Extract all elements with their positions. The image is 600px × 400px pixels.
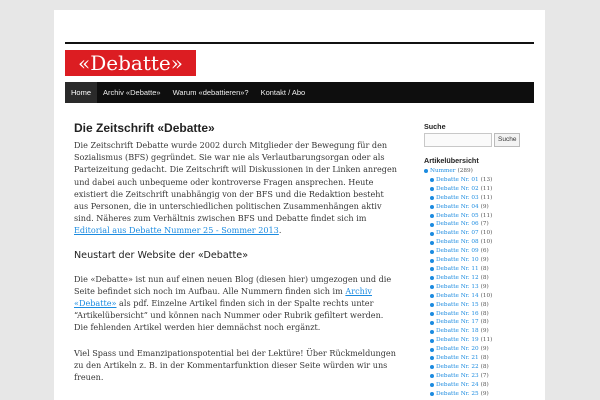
issue-link[interactable]: Debatte Nr. 16 bbox=[436, 310, 479, 317]
bullet-icon bbox=[430, 383, 434, 387]
issue-count: (9) bbox=[480, 203, 489, 210]
issue-link[interactable]: Debatte Nr. 08 bbox=[436, 239, 479, 246]
list-item bbox=[424, 274, 534, 283]
issue-count: (7) bbox=[480, 372, 489, 379]
list-item bbox=[424, 185, 534, 194]
category-root-count: (289) bbox=[457, 168, 473, 174]
bullet-icon bbox=[430, 356, 434, 360]
issue-link[interactable]: Debatte Nr. 19 bbox=[436, 337, 479, 344]
nav-item-warum[interactable]: Warum «debattieren»? bbox=[172, 88, 249, 97]
bullet-icon bbox=[430, 339, 434, 343]
archiv-link[interactable]: Archiv «Debatte» bbox=[74, 285, 372, 309]
issue-link[interactable]: Debatte Nr. 21 bbox=[436, 355, 479, 362]
page-title: Die Zeitschrift «Debatte» bbox=[74, 121, 215, 135]
list-item bbox=[424, 336, 534, 345]
relaunch-paragraph bbox=[74, 273, 399, 334]
list-item bbox=[424, 229, 534, 238]
closing-paragraph: Viel Spass und Emanzipationspotential bei der Lektüre! Über Rückmeldungen zu den Artikeln z. B. in der Kommentarfunktion dieser Seite würden wir uns freuen. bbox=[74, 347, 396, 383]
issue-link[interactable]: Debatte Nr. 10 bbox=[436, 257, 479, 264]
issue-link[interactable]: Debatte Nr. 07 bbox=[436, 230, 479, 237]
list-item bbox=[424, 194, 534, 203]
list-item bbox=[424, 176, 534, 185]
issue-count: (8) bbox=[480, 381, 489, 388]
intro-paragraph bbox=[74, 139, 399, 237]
issue-count: (10) bbox=[480, 230, 493, 237]
relaunch-end: als pdf. Einzelne Artikel finden sich in der Spalte rechts unter “Artikelübersicht” und können nach Nummer oder Rubrik gefiltert werden. Die fehlenden Artikel werden hier demnächst noch ergänzt. bbox=[74, 298, 384, 333]
list-item bbox=[424, 363, 534, 372]
bullet-icon bbox=[430, 223, 434, 227]
list-item bbox=[424, 310, 534, 319]
list-item bbox=[424, 220, 534, 229]
sidebar bbox=[424, 122, 534, 399]
list-item bbox=[424, 292, 534, 301]
issue-count: (8) bbox=[480, 310, 489, 317]
issue-link[interactable]: Debatte Nr. 09 bbox=[436, 248, 479, 255]
issue-count: (9) bbox=[480, 390, 489, 397]
issue-count: (9) bbox=[480, 328, 489, 335]
editorial-link[interactable]: Editorial aus Debatte Nummer 25 - Sommer 2013 bbox=[74, 225, 279, 236]
issue-count: (8) bbox=[480, 265, 489, 272]
issue-count: (9) bbox=[480, 346, 489, 353]
bullet-icon bbox=[430, 214, 434, 218]
issue-link[interactable]: Debatte Nr. 04 bbox=[436, 203, 479, 210]
main-content bbox=[74, 120, 399, 396]
list-item bbox=[424, 372, 534, 381]
issue-count: (10) bbox=[480, 239, 493, 246]
issue-link[interactable]: Debatte Nr. 02 bbox=[436, 185, 479, 192]
bullet-icon bbox=[430, 312, 434, 316]
issue-link[interactable]: Debatte Nr. 06 bbox=[436, 221, 479, 228]
header-rule bbox=[65, 42, 534, 44]
bullet-icon bbox=[430, 392, 434, 396]
issue-link[interactable]: Debatte Nr. 23 bbox=[436, 372, 479, 379]
list-item bbox=[424, 390, 534, 399]
issue-count: (8) bbox=[480, 301, 489, 308]
list-item bbox=[424, 345, 534, 354]
bullet-icon bbox=[430, 232, 434, 236]
issue-link[interactable]: Debatte Nr. 14 bbox=[436, 292, 479, 299]
list-item bbox=[424, 354, 534, 363]
issue-count: (10) bbox=[480, 292, 493, 299]
nav-item-archiv[interactable]: Archiv «Debatte» bbox=[103, 88, 161, 97]
main-nav bbox=[65, 82, 534, 103]
bullet-icon bbox=[430, 276, 434, 280]
issue-link[interactable]: Debatte Nr. 11 bbox=[436, 265, 479, 272]
bullet-icon bbox=[430, 285, 434, 289]
list-item bbox=[424, 238, 534, 247]
issue-link[interactable]: Debatte Nr. 15 bbox=[436, 301, 479, 308]
bullet-icon bbox=[430, 250, 434, 254]
issue-link[interactable]: Debatte Nr. 25 bbox=[436, 390, 479, 397]
issue-link[interactable]: Debatte Nr. 05 bbox=[436, 212, 479, 219]
list-item bbox=[424, 327, 534, 336]
site-logo-text: «Debatte» bbox=[78, 51, 183, 75]
search-input[interactable] bbox=[424, 133, 492, 147]
bullet-icon bbox=[430, 374, 434, 378]
issue-count: (9) bbox=[480, 257, 489, 264]
bullet-icon bbox=[430, 303, 434, 307]
issue-count: (11) bbox=[480, 337, 493, 344]
list-item bbox=[424, 203, 534, 212]
issue-link[interactable]: Debatte Nr. 03 bbox=[436, 194, 479, 201]
page bbox=[54, 10, 545, 400]
category-tree bbox=[424, 167, 534, 399]
bullet-icon bbox=[430, 267, 434, 271]
issue-link[interactable]: Debatte Nr. 22 bbox=[436, 363, 479, 370]
issue-count: (11) bbox=[480, 185, 493, 192]
issue-count: (6) bbox=[480, 248, 489, 255]
list-item bbox=[424, 256, 534, 265]
search-button[interactable]: Suche bbox=[494, 133, 520, 147]
issue-link[interactable]: Debatte Nr. 13 bbox=[436, 283, 479, 290]
issue-count: (8) bbox=[480, 319, 489, 326]
issue-count: (9) bbox=[480, 283, 489, 290]
issue-link[interactable]: Debatte Nr. 20 bbox=[436, 346, 479, 353]
issue-link[interactable]: Debatte Nr. 18 bbox=[436, 328, 479, 335]
bullet-icon bbox=[430, 294, 434, 298]
bullet-icon bbox=[430, 330, 434, 334]
relaunch-text: Die «Debatte» ist nun auf einen neuen Blog (diesen hier) umgezogen und die Seite befindet sich noch im Aufbau. Alle Nummern finden sich im bbox=[74, 273, 392, 296]
issue-link[interactable]: Debatte Nr. 01 bbox=[436, 176, 479, 183]
bullet-icon bbox=[430, 348, 434, 352]
section-heading: Neustart der Website der «Debatte» bbox=[74, 249, 249, 261]
issue-link[interactable]: Debatte Nr. 17 bbox=[436, 319, 479, 326]
index-heading: Artikelübersicht bbox=[424, 156, 479, 165]
bullet-icon bbox=[430, 178, 434, 182]
issue-count: (11) bbox=[480, 212, 493, 219]
bullet-icon bbox=[430, 205, 434, 209]
intro-end: . bbox=[278, 225, 282, 236]
issue-count: (7) bbox=[480, 221, 489, 228]
bullet-icon bbox=[424, 169, 428, 173]
issue-count: (8) bbox=[480, 355, 489, 362]
issue-count: (8) bbox=[480, 363, 489, 370]
bullet-icon bbox=[430, 259, 434, 263]
category-root-link[interactable]: Nummer bbox=[430, 168, 456, 174]
category-root bbox=[424, 167, 534, 176]
list-item bbox=[424, 212, 534, 221]
issue-link[interactable]: Debatte Nr. 12 bbox=[436, 274, 479, 281]
issue-link[interactable]: Debatte Nr. 24 bbox=[436, 381, 479, 388]
issue-count: (13) bbox=[480, 176, 493, 183]
list-item bbox=[424, 265, 534, 274]
nav-item-kontakt[interactable]: Kontakt / Abo bbox=[260, 88, 306, 97]
bullet-icon bbox=[430, 196, 434, 200]
list-item bbox=[424, 318, 534, 327]
list-item bbox=[424, 381, 534, 390]
issue-count: (8) bbox=[480, 274, 489, 281]
search-heading: Suche bbox=[424, 122, 446, 131]
bullet-icon bbox=[430, 321, 434, 325]
intro-text: Die Zeitschrift Debatte wurde 2002 durch Mitglieder der Bewegung für den Sozialismus (BFS) gegründet. Sie war nie als Verlautbarungsorgan oder als Parteizeitung gedacht. Die Zeitschrift will Diskussionen in der Linken anregen und dabei auch unbequeme oder kontroverse Fragen ansprechen. Heute existiert die Zeitschrift unabhängig von der BFS und die Redaktion besteht aus Personen, die in unterschiedlichen politischen Zusammenhängen aktiv sind. Näheres zum Verhältnis zwischen BFS und Debatte findet sich im bbox=[74, 140, 397, 224]
list-item bbox=[424, 301, 534, 310]
bullet-icon bbox=[430, 365, 434, 369]
search-form bbox=[424, 133, 534, 147]
list-item bbox=[424, 247, 534, 256]
site-logo[interactable] bbox=[65, 50, 196, 76]
list-item bbox=[424, 283, 534, 292]
bullet-icon bbox=[430, 187, 434, 191]
issue-count: (11) bbox=[480, 194, 493, 201]
nav-item-home[interactable]: Home bbox=[65, 82, 97, 103]
bullet-icon bbox=[430, 241, 434, 245]
